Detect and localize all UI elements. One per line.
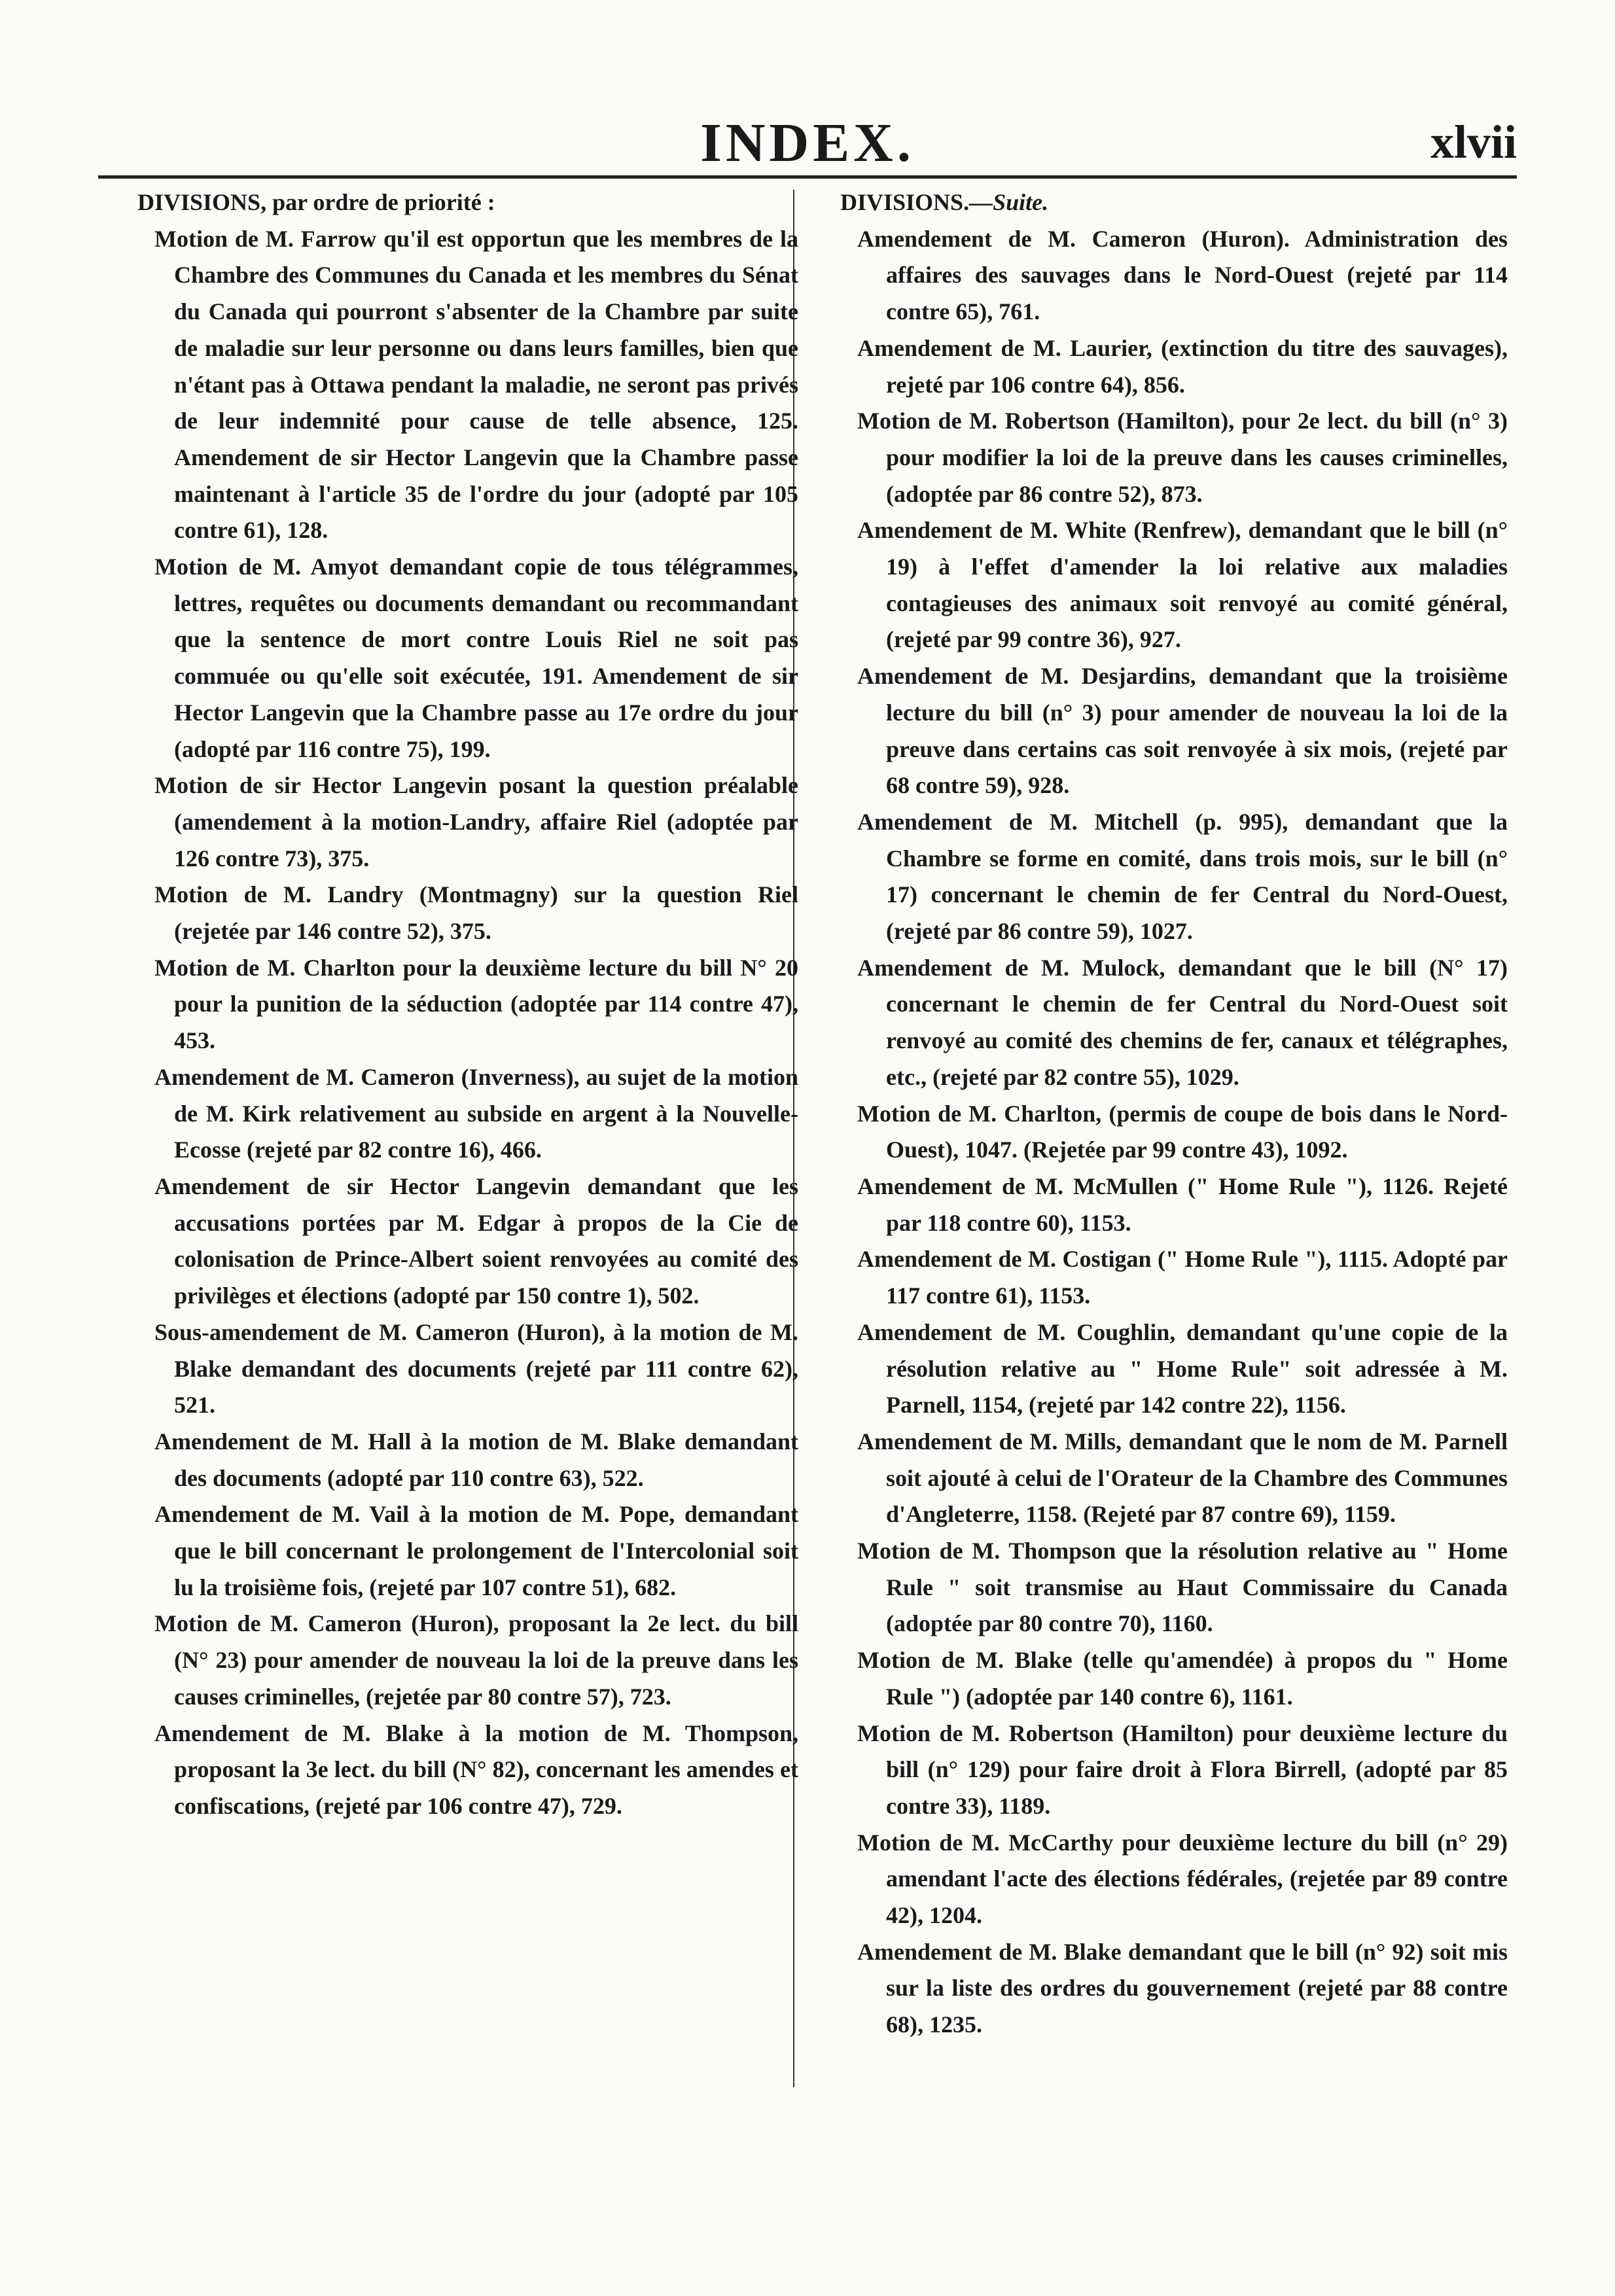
index-entry: Amendement de M. Desjardins, demandant que la troisième lecture du bill (n° 3) pour amender de nouveau la loi de la preuve dans certains cas soit renvoyée à six mois, (rejeté par 68 contre 59), 928. [857,663,1508,799]
index-entry: Amendement de M. Blake demandant que le bill (n° 92) soit mis sur la liste des ordres du gouvernement (rejeté par 88 contre 68), 1235. [857,1938,1508,2038]
index-entry: Motion de M. Amyot demandant copie de tous télégrammes, lettres, requêtes ou documents demandant ou recommandant que la sentence de mort contre Louis Riel ne soit pas commuée ou qu'elle soit exécutée, 191. Amendement de sir Hector Langevin que la Chambre passe au 17e ordre du jour (adopté par 116 contre 75), 199. [154,554,798,762]
index-entry: Amendement de M. Mills, demandant que le nom de M. Parnell soit ajouté à celui de l'Orateur de la Chambre des Communes d'Angleterre, 1158. (Rejeté par 87 contre 69), 1159. [857,1428,1508,1528]
index-entry: Motion de M. Robertson (Hamilton), pour 2e lect. du bill (n° 3) pour modifier la loi de la preuve dans les causes criminelles, (adoptée par 86 contre 52), 873. [857,408,1508,507]
index-entry: Amendement de M. Hall à la motion de M. Blake demandant des documents (adopté par 110 contre 63), 522. [154,1428,798,1491]
index-entry: Amendement de M. McMullen (" Home Rule "), 1126. Rejeté par 118 contre 60), 1153. [857,1173,1508,1236]
page-number: xlvii [1430,116,1517,168]
index-entry: Sous-amendement de M. Cameron (Huron), à la motion de M. Blake demandant des documents (rejeté par 111 contre 62), 521. [154,1318,798,1419]
section-heading-suffix: —Suite. [969,189,1049,215]
index-entry: Amendement de M. Mitchell (p. 995), demandant que la Chambre se forme en comité, dans trois mois, sur le bill (n° 17) concernant le chemin de fer Central du Nord-Ouest, (rejeté par 86 contre 59), 1027. [857,808,1508,945]
index-entry: Amendement de M. Vail à la motion de M. Pope, demandant que le bill concernant le prolongement de l'Intercolonial soit lu la troisième fois, (rejeté par 107 contre 51), 682. [154,1501,798,1600]
index-entry: Amendement de M. Cameron (Inverness), au sujet de la motion de M. Kirk relativement au subside en argent à la Nouvelle-Ecosse (rejeté par 82 contre 16), 466. [154,1063,798,1163]
index-entry: Motion de M. Cameron (Huron), proposant la 2e lect. du bill (N° 23) pour amender de nouveau la loi de la preuve dans les causes criminelles, (rejetée par 80 contre 57), 723. [154,1610,798,1710]
index-entry: Amendement de M. White (Renfrew), demandant que le bill (n° 19) à l'effet d'amender la loi relative aux maladies contagieuses des animaux soit renvoyé au comité général, (rejeté par 99 contre 36), 927. [857,517,1508,653]
index-entry: Amendement de M. Mulock, demandant que le bill (N° 17) concernant le chemin de fer Central du Nord-Ouest soit renvoyé au comité des chemins de fer, canaux et télégraphes, etc., (rejeté par 82 contre 55), 1029. [857,954,1508,1090]
section-heading-continued [840,185,1508,221]
index-entry: Motion de M. Charlton, (permis de coupe de bois dans le Nord-Ouest), 1047. (Rejetée par 99 contre 43), 1092. [857,1100,1508,1163]
section-heading-label: DIVISIONS. [840,189,970,215]
index-entry: Amendement de M. Laurier, (extinction du titre des sauvages), rejeté par 106 contre 64), 856. [857,334,1508,398]
index-entry: Motion de M. Landry (Montmagny) sur la question Riel (rejetée par 146 contre 52), 375. [154,881,798,945]
index-entry: Motion de M. Blake (telle qu'amendée) à propos du " Home Rule ") (adoptée par 140 contre 6), 1161. [857,1647,1508,1710]
index-entry: Amendement de M. Costigan (" Home Rule "), 1115. Adopté par 117 contre 61), 1153. [857,1246,1508,1309]
index-entry: Amendement de M. Blake à la motion de M. Thompson, proposant la 3e lect. du bill (N° 82), concernant les amendes et confiscations, (rejeté par 106 contre 47), 729. [154,1720,798,1819]
index-entry: Motion de M. McCarthy pour deuxième lecture du bill (n° 29) amendant l'acte des élections fédérales, (rejetée par 89 contre 42), 1204. [857,1829,1508,1929]
index-entry: Amendement de sir Hector Langevin demandant que les accusations portées par M. Edgar à propos de la Cie de colonisation de Prince-Albert soient renvoyées au comité des privilèges et élections (adopté par 150 contre 1), 502. [154,1173,798,1309]
index-entry: Motion de M. Farrow qu'il est opportun que les membres de la Chambre des Communes du Canada et les membres du Sénat du Canada qui pourront s'absenter de la Chambre par suite de maladie sur leur personne ou dans leurs familles, bien que n'étant pas à Ottawa pendant la maladie, ne seront pas privés de leur indemnité pour cause de telle absence, 125. Amendement de sir Hector Langevin que la Chambre passe maintenant à l'article 35 de l'ordre du jour (adopté par 105 contre 61), 128. [154,225,798,544]
left-column [137,185,798,1825]
page-title: INDEX. [700,113,915,173]
index-entry: Motion de M. Robertson (Hamilton) pour deuxième lecture du bill (n° 129) pour faire droit à Flora Birrell, (adopté par 85 contre 33), 1189. [857,1720,1508,1819]
index-entry: Motion de M. Charlton pour la deuxième lecture du bill N° 20 pour la punition de la séduction (adoptée par 114 contre 47), 453. [154,954,798,1054]
index-entry: Amendement de M. Coughlin, demandant qu'une copie de la résolution relative au " Home Rule" soit adressée à M. Parnell, 1154, (rejeté par 142 contre 22), 1156. [857,1318,1508,1419]
right-column [840,185,1508,2043]
section-heading: DIVISIONS, par ordre de priorité : [137,189,495,215]
index-entry: Motion de M. Thompson que la résolution relative au " Home Rule " soit transmise au Haut Commissaire du Canada (adoptée par 80 contre 70), 1160. [857,1538,1508,1637]
index-entry: Amendement de M. Cameron (Huron). Administration des affaires des sauvages dans le Nord-Ouest (rejeté par 114 contre 65), 761. [857,225,1508,325]
header-rule [98,175,1517,179]
index-entry: Motion de sir Hector Langevin posant la question préalable (amendement à la motion-Landry, affaire Riel (adoptée par 126 contre 73), 375. [154,772,798,872]
left-entries [137,221,798,1825]
right-entries [840,221,1508,2043]
